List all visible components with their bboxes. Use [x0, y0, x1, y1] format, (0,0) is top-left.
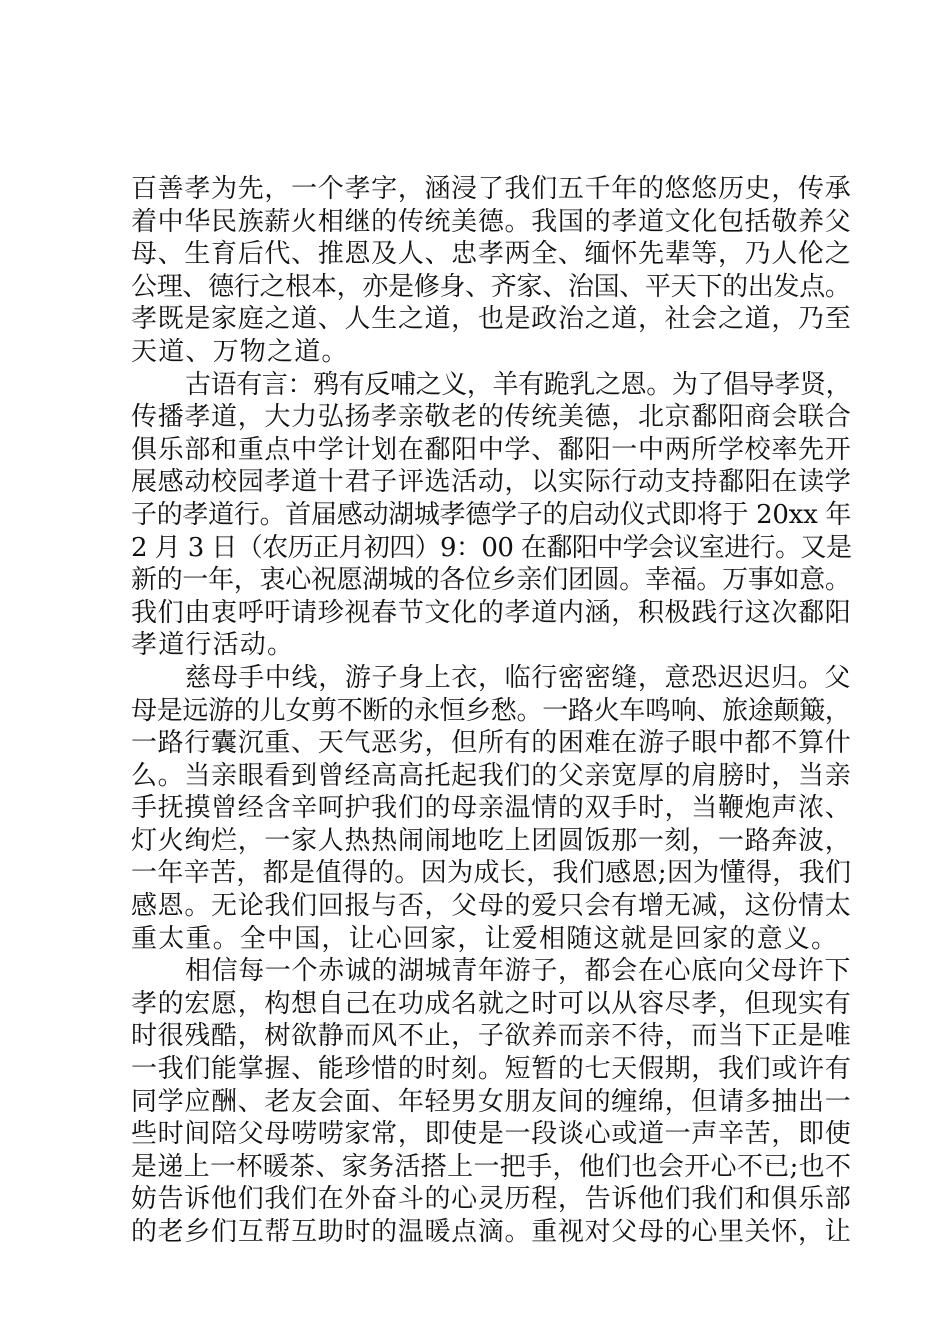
text-line: 么。当亲眼看到曾经高高托起我们的父亲宽厚的肩膀时，当亲 [131, 760, 852, 791]
text-line: 慈母手中线，游子身上衣，临行密密缝，意恐迟迟归。父 [185, 662, 852, 693]
text-line: 我们由衷呼吁请珍视春节文化的孝道内涵，积极践行这次鄱阳 [131, 597, 852, 628]
text-line: 时很残酷，树欲静而风不止，子欲养而亲不待，而当下正是唯 [131, 1021, 852, 1052]
text-line: 公理、德行之根本，亦是修身、齐家、治国、平天下的出发点。 [131, 271, 851, 302]
text-line: 手抚摸曾经含辛呵护我们的母亲温情的双手时，当鞭炮声浓、 [131, 793, 852, 824]
text-line: 古语有言：鸦有反哺之义，羊有跪乳之恩。为了倡导孝贤， [185, 369, 852, 400]
text-line: 俱乐部和重点中学计划在鄱阳中学、鄱阳一中两所学校率先开 [131, 434, 852, 465]
paragraph-2 [131, 369, 851, 662]
text-line: 展感动校园孝道十君子评选活动，以实际行动支持鄱阳在读学 [131, 467, 852, 498]
document-body [131, 173, 851, 1249]
text-line: 百善孝为先，一个孝字，涵浸了我们五千年的悠悠历史，传承 [131, 174, 852, 204]
paragraph-3 [131, 662, 851, 955]
text-line: 一年辛苦，都是值得的。因为成长，我们感恩;因为懂得，我们 [131, 858, 852, 889]
text-line: 是递上一杯暖茶、家务活搭上一把手，他们也会开心不已;也不 [131, 1151, 852, 1182]
text-line: 感恩。无论我们回报与否，父母的爱只会有增无减，这份情太 [131, 891, 852, 922]
text-line: 子的孝道行。首届感动湖城孝德学子的启动仪式即将于 20xx 年 [131, 499, 852, 530]
text-line: 的老乡们互帮互助时的温暖点滴。重视对父母的心里关怀，让 [131, 1217, 852, 1247]
text-line: 灯火绚烂，一家人热热闹闹地吃上团圆饭那一刻，一路奔波， [131, 825, 852, 856]
paragraph-4 [131, 955, 851, 1248]
paragraph-1 [131, 173, 851, 369]
text-line: 新的一年，衷心祝愿湖城的各位乡亲们团圆。幸福。万事如意。 [131, 565, 851, 596]
text-line: 些时间陪父母唠唠家常，即使是一段谈心或道一声辛苦，即使 [131, 1119, 852, 1150]
text-line: 母、生育后代、推恩及人、忠孝两全、缅怀先辈等，乃人伦之 [131, 239, 852, 270]
text-line: 同学应酬、老友会面、年轻男女朋友间的缠绵，但请多抽出一 [131, 1086, 852, 1117]
text-line: 孝道行活动。 [131, 630, 295, 661]
text-line: 着中华民族薪火相继的传统美德。我国的孝道文化包括敬养父 [131, 206, 852, 237]
text-line: 天道、万物之道。 [131, 336, 349, 367]
text-line: 一路行囊沉重、天气恶劣，但所有的困难在游子眼中都不算什 [131, 728, 852, 759]
text-line: 重太重。全中国，让心回家，让爱相随这就是回家的意义。 [131, 923, 839, 954]
text-line: 妨告诉他们我们在外奋斗的心灵历程，告诉他们我们和俱乐部 [131, 1184, 852, 1215]
text-line: 2 月 3 日（农历正月初四）9：00 在鄱阳中学会议室进行。又是 [131, 532, 852, 563]
text-line: 母是远游的儿女剪不断的永恒乡愁。一路火车鸣响、旅途颠簸， [131, 695, 851, 726]
text-line: 传播孝道，大力弘扬孝亲敬老的传统美德，北京鄱阳商会联合 [131, 402, 852, 433]
text-line: 相信每一个赤诚的湖城青年游子，都会在心底向父母许下 [185, 956, 852, 987]
text-line: 孝的宏愿，构想自己在功成名就之时可以从容尽孝，但现实有 [131, 988, 852, 1019]
text-line: 一我们能掌握、能珍惜的时刻。短暂的七天假期，我们或许有 [131, 1054, 852, 1085]
text-line: 孝既是家庭之道、人生之道，也是政治之道，社会之道，乃至 [131, 304, 852, 335]
